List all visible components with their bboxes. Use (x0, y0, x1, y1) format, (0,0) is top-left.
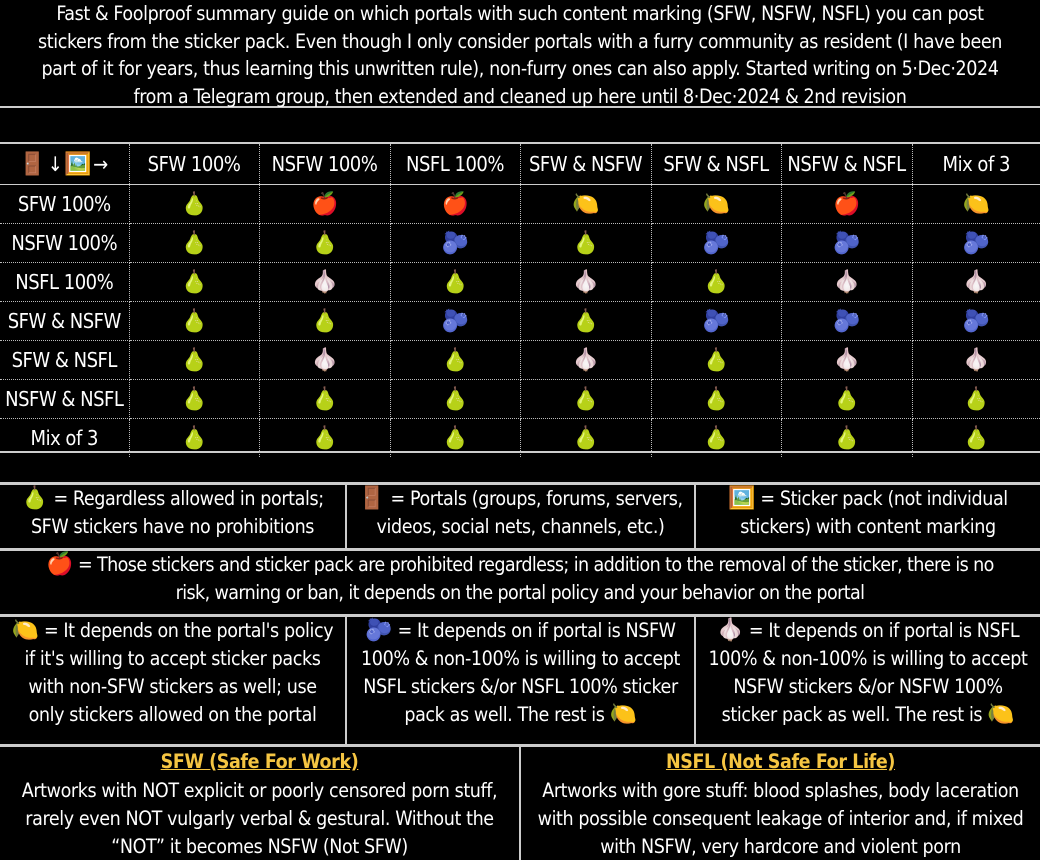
table-cell (520, 341, 651, 380)
table-cell (390, 263, 520, 302)
definition-title: SFW (Safe For Work) (160, 750, 359, 773)
legend-row-3 (0, 614, 1040, 744)
definition-sfw (0, 747, 521, 860)
definition-title: NSFL (Not Safe For Life) (665, 750, 896, 773)
table-row (0, 302, 1040, 341)
lemon-icon: 🍋 (609, 702, 637, 727)
blueberries-icon: 🫐 (702, 309, 730, 334)
table-cell (912, 419, 1040, 458)
table-cell (520, 185, 651, 224)
table-cell (259, 224, 390, 263)
row-header: SFW & NSFW (0, 302, 129, 341)
pear-icon: 🍐 (572, 231, 599, 256)
pear-icon: 🍐 (572, 309, 599, 334)
row-header: SFW 100% (0, 185, 129, 224)
pear-icon: 🍐 (572, 426, 599, 451)
apple-icon: 🍎 (311, 192, 338, 217)
pear-icon: 🍐 (311, 309, 338, 334)
legend-text: = It depends on if portal is NSFL (748, 619, 1020, 642)
lemon-icon: 🍋 (987, 702, 1015, 727)
table-cell (390, 419, 520, 458)
garlic-icon: 🧄 (311, 270, 338, 295)
intro-line: from a Telegram group, then extended and cleaned up here until 8·Dec·2024 & 2nd revision (133, 84, 907, 108)
definitions (0, 744, 1040, 860)
table-cell (781, 224, 912, 263)
legend-text: with non-SFW stickers as well; use (28, 675, 317, 698)
pear-icon: 🍐 (180, 192, 208, 217)
table-row (0, 185, 1040, 224)
legend-portal (347, 485, 696, 548)
legend-text: 100% & non-100% is willing to accept (361, 647, 680, 670)
compatibility-table (0, 142, 1040, 453)
lemon-icon: 🍋 (702, 192, 730, 217)
definition-text: “NOT” it becomes NSFW (Not SFW) (111, 835, 408, 858)
pear-icon: 🍐 (833, 426, 860, 451)
pear-icon: 🍐 (441, 270, 469, 295)
table-cell (259, 263, 390, 302)
table-cell (129, 224, 259, 263)
pear-icon: 🍐 (702, 387, 730, 412)
pear-icon: 🍐 (311, 387, 338, 412)
table-cell (781, 302, 912, 341)
garlic-icon: 🧄 (572, 270, 599, 295)
table-cell (781, 419, 912, 458)
table-cell (129, 380, 259, 419)
intro-line: stickers from the sticker pack. Even though I only consider portals with a furry community as resident (I have been (38, 29, 1002, 53)
table-cell (259, 419, 390, 458)
legend-text: pack as well. The rest is (404, 703, 605, 726)
table-row (0, 419, 1040, 458)
intro-line: Fast & Foolproof summary guide on which portals with such content marking (SFW, NSFW, NSFL) you can post (56, 2, 984, 25)
pear-icon: 🍐 (702, 348, 730, 373)
pear-icon: 🍐 (441, 426, 469, 451)
legend-text: videos, social nets, channels, etc.) (376, 515, 665, 538)
legend-text: sticker pack as well. The rest is (721, 703, 983, 726)
table-cell (390, 341, 520, 380)
column-header: Mix of 3 (912, 144, 1040, 185)
down-arrow-icon: ↓ (47, 152, 63, 176)
table-cell (781, 263, 912, 302)
table-cell (129, 419, 259, 458)
table-cell (651, 185, 781, 224)
column-header: SFW & NSFL (651, 144, 781, 185)
row-header: NSFW & NSFL (0, 380, 129, 419)
blueberries-icon: 🫐 (962, 309, 990, 334)
pear-icon: 🍐 (962, 387, 990, 412)
table-row (0, 341, 1040, 380)
pear-icon: 🍐 (441, 387, 469, 412)
blueberries-icon: 🫐 (962, 231, 990, 256)
garlic-icon: 🧄 (962, 348, 990, 373)
table-cell (129, 341, 259, 380)
table-cell (912, 380, 1040, 419)
garlic-icon: 🧄 (833, 348, 860, 373)
legend-text: 100% & non-100% is willing to accept (708, 647, 1028, 670)
column-header: NSFW 100% (259, 144, 390, 185)
table-cell (520, 419, 651, 458)
pear-icon: 🍐 (311, 426, 338, 451)
pear-icon: 🍐 (572, 387, 599, 412)
legend-text: if it's willing to accept sticker packs (24, 647, 321, 670)
column-header: SFW 100% (129, 144, 259, 185)
table-cell (390, 185, 520, 224)
legend-text: = It depends on the portal's policy (43, 619, 334, 642)
legend-nsfl-depends (696, 617, 1040, 744)
table-cell (259, 341, 390, 380)
legend-text: NSFL stickers &/or NSFL 100% sticker (363, 675, 678, 698)
picture-icon: 🖼️ (64, 152, 92, 177)
legend-text: SFW stickers have no prohibitions (30, 515, 315, 538)
table-cell (912, 341, 1040, 380)
table-cell (651, 380, 781, 419)
pear-icon: 🍐 (180, 426, 208, 451)
table-cell (259, 302, 390, 341)
table-header-row (0, 144, 1040, 185)
legend-text: = Regardless allowed in portals; (53, 487, 324, 510)
legend-text: = Those stickers and sticker pack are prohibited regardless; in addition to the removal of the sticker, there is no (77, 553, 994, 576)
table-row (0, 380, 1040, 419)
blueberries-icon: 🫐 (441, 231, 469, 256)
table-cell (912, 224, 1040, 263)
pear-icon: 🍐 (180, 309, 208, 334)
garlic-icon: 🧄 (833, 270, 860, 295)
table-cell (390, 224, 520, 263)
blueberries-icon: 🫐 (365, 618, 393, 643)
table-cell (651, 224, 781, 263)
table-row (0, 224, 1040, 263)
column-header: SFW & NSFW (520, 144, 651, 185)
table-cell (129, 302, 259, 341)
legend-text: only stickers allowed on the portal (28, 703, 317, 726)
intro-text (0, 0, 1040, 108)
garlic-icon: 🧄 (716, 618, 744, 643)
pear-icon: 🍐 (180, 387, 208, 412)
pear-icon: 🍐 (180, 348, 208, 373)
table-cell (781, 185, 912, 224)
row-header: SFW & NSFL (0, 341, 129, 380)
legend-depends (0, 617, 347, 744)
table-cell (651, 419, 781, 458)
pear-icon: 🍐 (702, 426, 730, 451)
pear-icon: 🍐 (833, 387, 860, 412)
blueberries-icon: 🫐 (441, 309, 469, 334)
blueberries-icon: 🫐 (702, 231, 730, 256)
legend-prohibited (0, 551, 1040, 614)
blueberries-icon: 🫐 (833, 309, 860, 334)
definition-text: Artworks with gore stuff: blood splashes, body laceration (542, 779, 1019, 802)
definition-nsfl (521, 747, 1040, 860)
table-cell (520, 263, 651, 302)
row-header: Mix of 3 (0, 419, 129, 458)
door-icon: 🚪 (358, 486, 386, 511)
table-corner (0, 144, 129, 185)
intro-line: part of it for years, thus learning this unwritten rule), non-furry ones can also apply. Started writing on 5·Dec·2024 (41, 57, 999, 80)
pear-icon: 🍐 (962, 426, 990, 451)
table-cell (651, 341, 781, 380)
apple-icon: 🍎 (833, 192, 860, 217)
legend-text: risk, warning or ban, it depends on the portal policy and your behavior on the portal (175, 581, 865, 604)
table-cell (520, 224, 651, 263)
legend-row-2 (0, 548, 1040, 614)
definition-text: Artworks with NOT explicit or poorly censored porn stuff, (21, 779, 498, 802)
row-header: NSFL 100% (0, 263, 129, 302)
pear-icon: 🍐 (702, 270, 730, 295)
pear-icon: 🍐 (180, 270, 208, 295)
legend-text: NSFW stickers &/or NSFW 100% (733, 675, 1003, 698)
table-cell (651, 302, 781, 341)
column-header: NSFW & NSFL (781, 144, 912, 185)
right-arrow-icon: → (93, 152, 108, 176)
lemon-icon: 🍋 (572, 192, 599, 217)
table-cell (651, 263, 781, 302)
table-cell (912, 302, 1040, 341)
garlic-icon: 🧄 (311, 348, 338, 373)
table-cell (129, 185, 259, 224)
table-cell (912, 185, 1040, 224)
apple-icon: 🍎 (46, 552, 73, 577)
table-cell (520, 302, 651, 341)
door-icon: 🚪 (18, 152, 46, 177)
table-cell (781, 380, 912, 419)
definition-text: rarely even NOT vulgarly verbal & gestural. Without the (25, 807, 494, 830)
pear-icon: 🍐 (21, 486, 49, 511)
apple-icon: 🍎 (441, 192, 469, 217)
legend-text: = It depends on if portal is NSFW (397, 619, 676, 642)
table-cell (520, 380, 651, 419)
table-row (0, 263, 1040, 302)
legend-nsfw-depends (347, 617, 696, 744)
garlic-icon: 🧄 (962, 270, 990, 295)
legend-allowed (0, 485, 347, 548)
table-cell (390, 380, 520, 419)
column-header: NSFL 100% (390, 144, 520, 185)
legend-text: = Sticker pack (not individual (760, 487, 1008, 510)
definition-text: with NSFW, very hardcore and violent porn (600, 835, 961, 858)
garlic-icon: 🧄 (572, 348, 599, 373)
lemon-icon: 🍋 (11, 618, 39, 643)
definition-text: with possible consequent leakage of interior and, if mixed (537, 807, 1024, 830)
table-cell (781, 341, 912, 380)
row-header: NSFW 100% (0, 224, 129, 263)
legend-text: stickers) with content marking (740, 515, 996, 538)
pear-icon: 🍐 (441, 348, 469, 373)
picture-icon: 🖼️ (728, 486, 756, 511)
legend-text: = Portals (groups, forums, servers, (390, 487, 683, 510)
legend-pack (696, 485, 1040, 548)
table-cell (912, 263, 1040, 302)
table-cell (390, 302, 520, 341)
table-cell (259, 185, 390, 224)
legend-row-1 (0, 482, 1040, 548)
table-cell (129, 263, 259, 302)
pear-icon: 🍐 (180, 231, 208, 256)
lemon-icon: 🍋 (962, 192, 990, 217)
pear-icon: 🍐 (311, 231, 338, 256)
blueberries-icon: 🫐 (833, 231, 860, 256)
table-cell (259, 380, 390, 419)
